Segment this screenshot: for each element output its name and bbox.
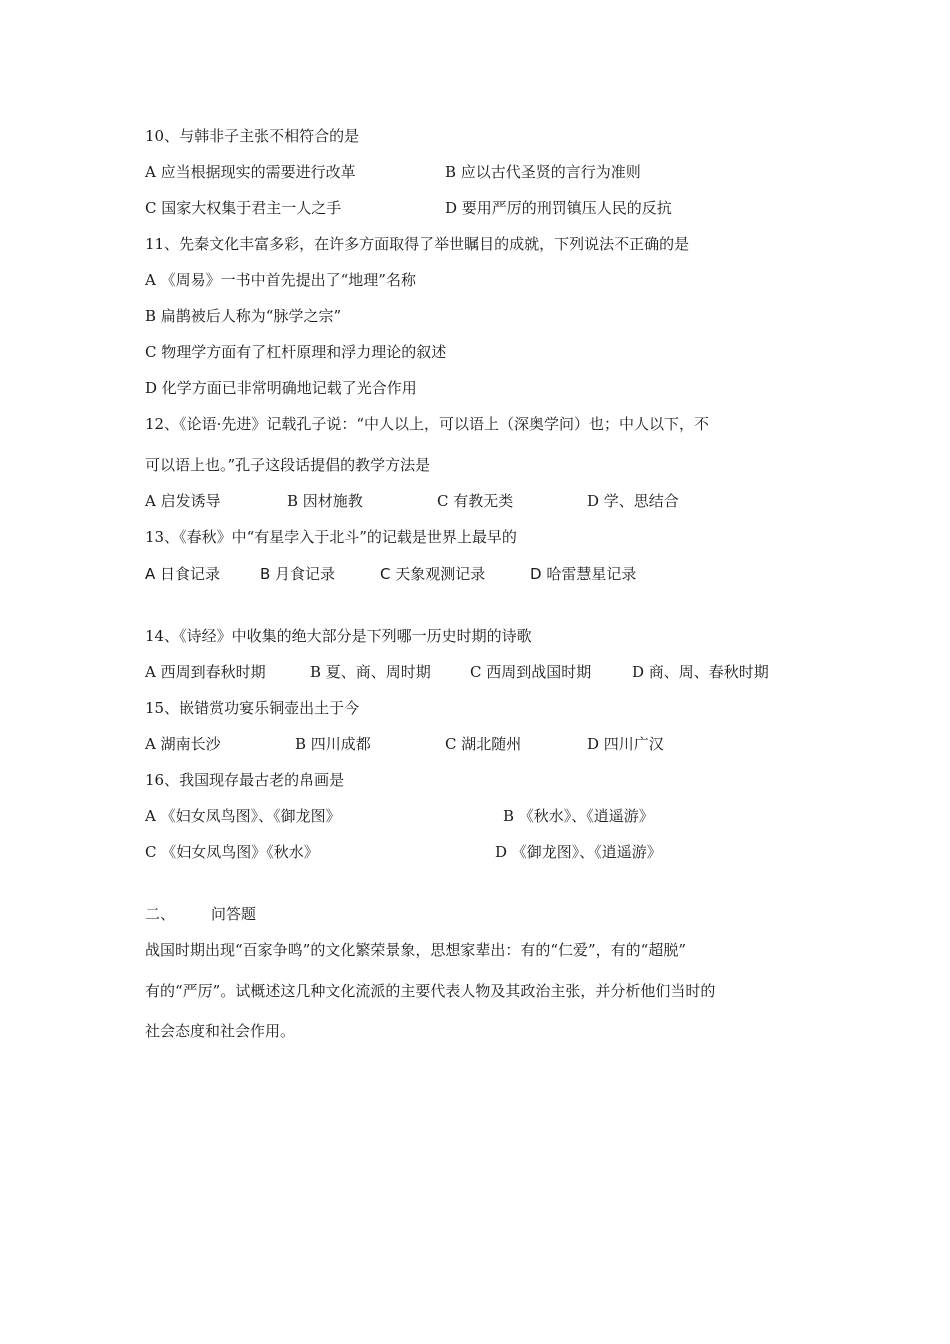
question-15-option-b: B 四川成都 bbox=[295, 735, 371, 753]
question-16-option-d: D 《御龙图》、《逍遥游》 bbox=[495, 843, 662, 861]
essay-question-line-1: 战国时期出现“百家争鸣”的文化繁荣景象，思想家辈出：有的“仁爱”，有的“超脱” bbox=[145, 941, 687, 959]
question-10-option-d: D 要用严厉的刑罚镇压人民的反抗 bbox=[445, 199, 672, 217]
essay-question-line-2: 有的“严厉”。试概述这几种文化流派的主要代表人物及其政治主张，并分析他们当时的 bbox=[145, 982, 716, 1000]
question-15-option-a: A 湖南长沙 bbox=[145, 735, 221, 753]
question-15-option-d: D 四川广汉 bbox=[587, 735, 664, 753]
question-14-option-a: A 西周到春秋时期 bbox=[145, 663, 266, 681]
question-13-option-b: B 月食记录 bbox=[260, 565, 336, 583]
question-13-option-d: D 哈雷慧星记录 bbox=[530, 565, 637, 583]
question-16-option-c: C 《妇女凤鸟图》《秋水》 bbox=[145, 843, 319, 861]
question-12-option-a: A 启发诱导 bbox=[145, 492, 221, 510]
question-12-option-d: D 学、思结合 bbox=[587, 492, 679, 510]
question-10-stem: 10、与韩非子主张不相符合的是 bbox=[145, 127, 360, 145]
question-13-option-c: C 天象观测记录 bbox=[380, 565, 486, 583]
question-15-option-c: C 湖北随州 bbox=[445, 735, 522, 753]
question-15-stem: 15、嵌错赏功宴乐铜壶出土于今 bbox=[145, 699, 360, 717]
question-13-option-a: A 日食记录 bbox=[145, 565, 221, 583]
question-13-stem: 13、《春秋》中“有星孛入于北斗”的记载是世界上最早的 bbox=[145, 528, 517, 546]
essay-question-line-3: 社会态度和社会作用。 bbox=[145, 1022, 296, 1040]
question-11-stem: 11、先秦文化丰富多彩，在许多方面取得了举世瞩目的成就，下列说法不正确的是 bbox=[145, 235, 690, 253]
question-11-option-a: A 《周易》一书中首先提出了“地理”名称 bbox=[145, 271, 416, 289]
question-12-stem-line-1: 12、《论语·先进》记载孔子说：“中人以上，可以语上（深奥学问）也；中人以下，不 bbox=[145, 415, 710, 433]
question-10-option-b: B 应以古代圣贤的言行为准则 bbox=[445, 163, 641, 181]
question-10-option-c: C 国家大权集于君主一人之手 bbox=[145, 199, 342, 217]
question-16-option-a: A 《妇女凤鸟图》、《御龙图》 bbox=[145, 807, 341, 825]
question-11-option-b: B 扁鹊被后人称为“脉学之宗” bbox=[145, 307, 342, 325]
question-10-option-a: A 应当根据现实的需要进行改革 bbox=[145, 163, 356, 181]
question-11-option-d: D 化学方面已非常明确地记载了光合作用 bbox=[145, 379, 417, 397]
question-14-stem: 14、《诗经》中收集的绝大部分是下列哪一历史时期的诗歌 bbox=[145, 627, 532, 645]
question-11-option-c: C 物理学方面有了杠杆原理和浮力理论的叙述 bbox=[145, 343, 447, 361]
question-16-stem: 16、我国现存最古老的帛画是 bbox=[145, 771, 345, 789]
question-14-option-b: B 夏、商、周时期 bbox=[310, 663, 431, 681]
question-12-stem-line-2: 可以语上也。”孔子这段话提倡的教学方法是 bbox=[145, 456, 431, 474]
section-2-title: 问答题 bbox=[211, 905, 257, 923]
question-14-option-c: C 西周到战国时期 bbox=[470, 663, 592, 681]
question-12-option-b: B 因材施教 bbox=[287, 492, 363, 510]
section-2-number: 二、 bbox=[145, 905, 176, 923]
question-14-option-d: D 商、周、春秋时期 bbox=[632, 663, 769, 681]
question-12-option-c: C 有教无类 bbox=[437, 492, 514, 510]
question-16-option-b: B 《秋水》、《逍遥游》 bbox=[503, 807, 654, 825]
